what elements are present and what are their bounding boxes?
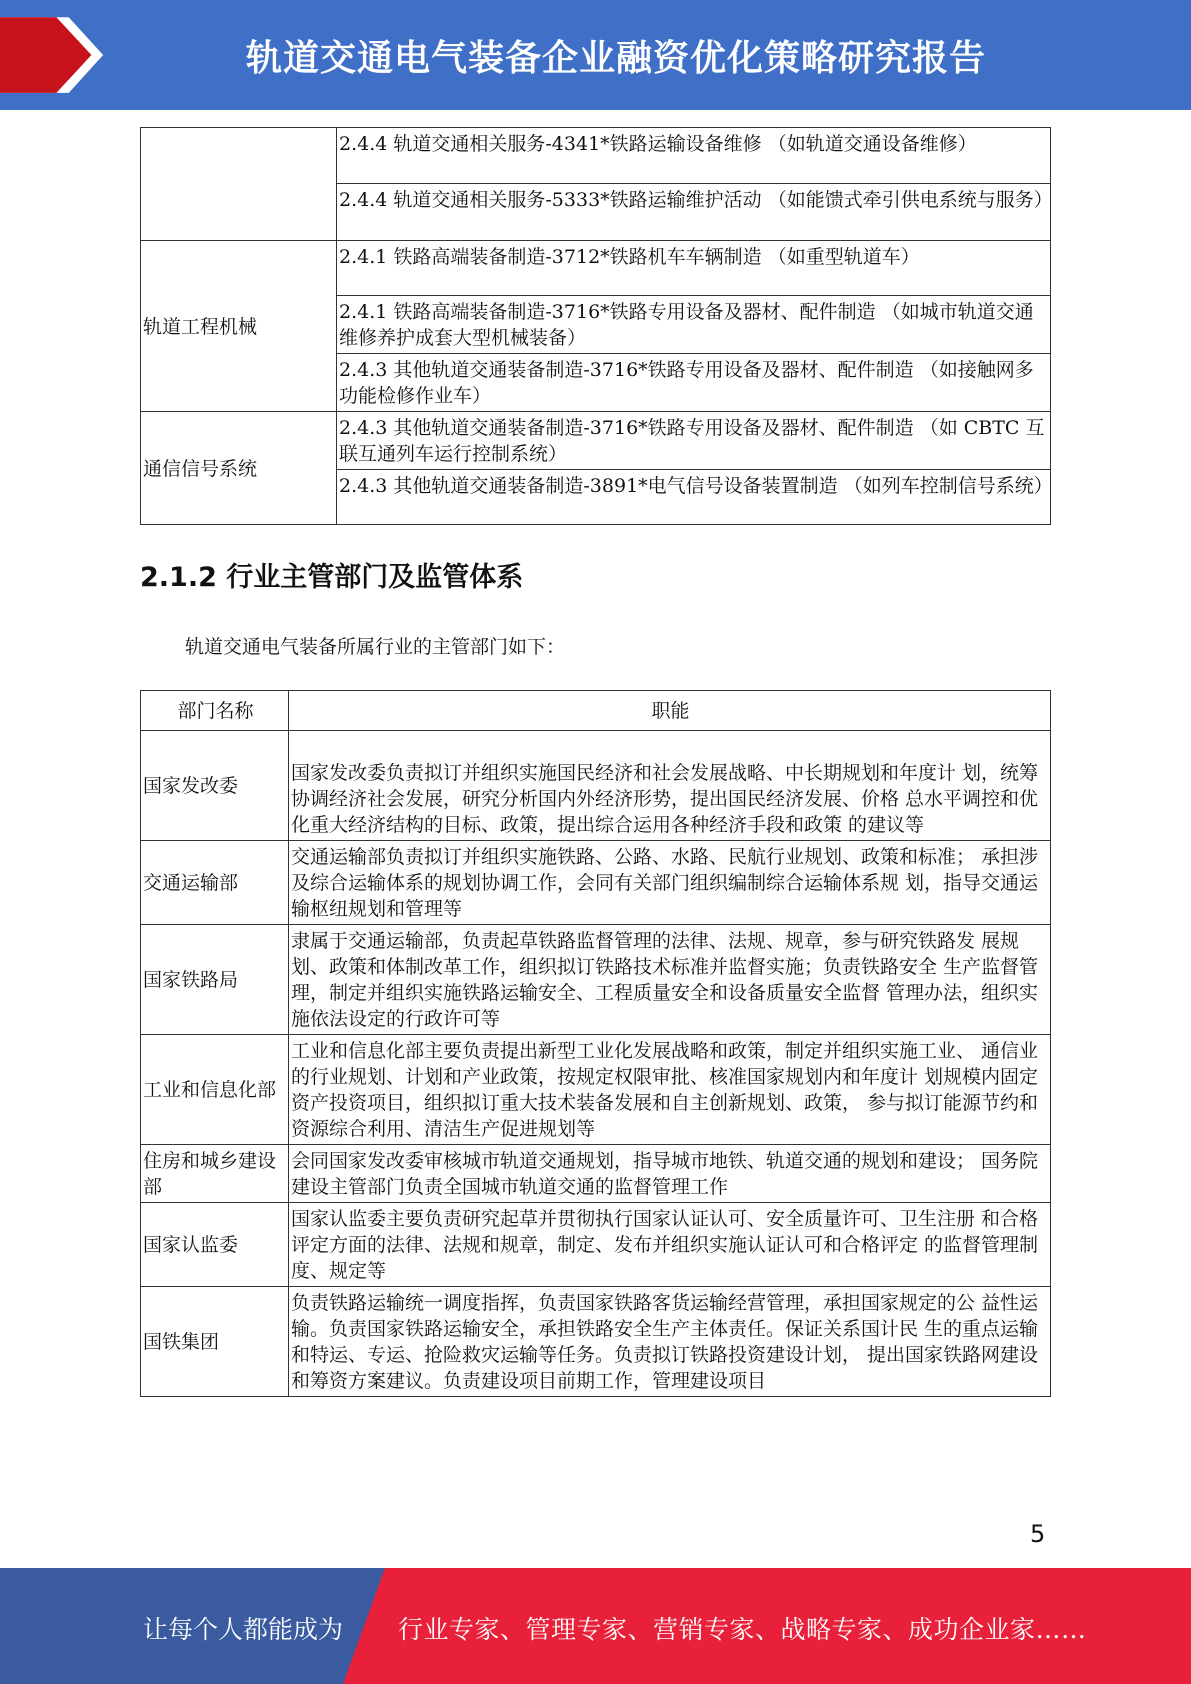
item-cell: 2.4.3 其他轨道交通装备制造-3716*铁路专用设备及器材、配件制造 （如 CBTC 互联互通列车运行控制系统） <box>337 412 1051 470</box>
dept-duty: 工业和信息化部主要负责提出新型工业化发展战略和政策，制定并组织实施工业、 通信业的行业规划、计划和产业政策，按规定权限审批、核准国家规划内和年度计 划规模内固定资产投资项目，组织拟订重大技术装备发展和自主创新规划、政策， 参与拟订能源节约和资源综合利用、清洁生产促进规划等 <box>289 1035 1051 1145</box>
table-row <box>141 412 1051 470</box>
item-cell: 2.4.4 轨道交通相关服务-5333*铁路运输维护活动 （如能馈式牵引供电系统与服务） <box>337 184 1051 241</box>
dept-duty: 国家发改委负责拟订并组织实施国民经济和社会发展战略、中长期规划和年度计 划，统筹协调经济社会发展，研究分析国内外经济形势，提出国民经济发展、价格 总水平调控和优化重大经济结构的目标、政策，提出综合运用各种经济手段和政策 的建议等 <box>289 731 1051 841</box>
dept-name: 国家铁路局 <box>141 925 289 1035</box>
report-title: 轨道交通电气装备企业融资优化策略研究报告 <box>246 38 987 79</box>
header-duty: 职能 <box>289 691 1051 731</box>
dept-name: 国铁集团 <box>141 1287 289 1397</box>
table-row <box>141 1145 1051 1203</box>
dept-duty: 会同国家发改委审核城市轨道交通规划，指导城市地铁、轨道交通的规划和建设； 国务院建设主管部门负责全国城市轨道交通的监督管理工作 <box>289 1145 1051 1203</box>
table-row <box>141 128 1051 184</box>
dept-duty: 交通运输部负责拟订并组织实施铁路、公路、水路、民航行业规划、政策和标准； 承担涉及综合运输体系的规划协调工作，会同有关部门组织编制综合运输体系规 划，指导交通运输枢纽规划和管理等 <box>289 841 1051 925</box>
table-row <box>141 925 1051 1035</box>
dept-duty: 负责铁路运输统一调度指挥，负责国家铁路客货运输经营管理，承担国家规定的公 益性运输。负责国家铁路运输安全，承担铁路安全生产主体责任。保证关系国计民 生的重点运输和特运、专运、抢险救灾运输等任务。负责拟订铁路投资建设计划， 提出国家铁路网建设和筹资方案建议。负责建设项目前期工作，管理建设项目 <box>289 1287 1051 1397</box>
item-cell: 2.4.3 其他轨道交通装备制造-3716*铁路专用设备及器材、配件制造 （如接触网多功能检修作业车） <box>337 354 1051 412</box>
table-row <box>141 241 1051 296</box>
item-cell: 2.4.1 铁路高端装备制造-3712*铁路机车车辆制造 （如重型轨道车） <box>337 241 1051 296</box>
classification-table <box>140 127 1051 525</box>
item-cell: 2.4.3 其他轨道交通装备制造-3891*电气信号设备装置制造 （如列车控制信号系统） <box>337 470 1051 525</box>
intro-paragraph: 轨道交通电气装备所属行业的主管部门如下： <box>185 636 566 658</box>
footer-slogan-left: 让每个人都能成为 <box>143 1615 344 1644</box>
table-header-row <box>141 691 1051 731</box>
dept-name: 工业和信息化部 <box>141 1035 289 1145</box>
category-cell: 轨道工程机械 <box>141 241 337 412</box>
table-row <box>141 731 1051 841</box>
category-cell <box>141 128 337 241</box>
department-table <box>140 690 1051 1397</box>
dept-name: 国家认监委 <box>141 1203 289 1287</box>
dept-name: 交通运输部 <box>141 841 289 925</box>
table-row <box>141 1203 1051 1287</box>
section-heading: 2.1.2 行业主管部门及监管体系 <box>140 562 524 593</box>
item-cell: 2.4.1 铁路高端装备制造-3716*铁路专用设备及器材、配件制造 （如城市轨道交通维修养护成套大型机械装备） <box>337 296 1051 354</box>
table-row <box>141 1035 1051 1145</box>
table-row <box>141 1287 1051 1397</box>
category-cell: 通信信号系统 <box>141 412 337 525</box>
dept-duty: 国家认监委主要负责研究起草并贯彻执行国家认证认可、安全质量许可、卫生注册 和合格评定方面的法律、法规和规章，制定、发布并组织实施认证认可和合格评定 的监督管理制度、规定等 <box>289 1203 1051 1287</box>
table-row <box>141 841 1051 925</box>
dept-duty: 隶属于交通运输部，负责起草铁路监督管理的法律、法规、规章，参与研究铁路发 展规划、政策和体制改革工作，组织拟订铁路技术标准并监督实施；负责铁路安全 生产监督管理，制定并组织实施铁路运输安全、工程质量安全和设备质量安全监督 管理办法，组织实施依法设定的行政许可等 <box>289 925 1051 1035</box>
page-footer <box>0 1568 1191 1684</box>
footer-slogan-right: 行业专家、管理专家、营销专家、战略专家、成功企业家…… <box>398 1615 1087 1644</box>
dept-name: 住房和城乡建设部 <box>141 1145 289 1203</box>
dept-name: 国家发改委 <box>141 731 289 841</box>
header-dept-name: 部门名称 <box>141 691 289 731</box>
item-cell: 2.4.4 轨道交通相关服务-4341*铁路运输设备维修 （如轨道交通设备维修） <box>337 128 1051 184</box>
page-number: 5 <box>1030 1520 1046 1548</box>
page-header <box>0 0 1191 110</box>
header-red-chevron <box>0 0 110 110</box>
